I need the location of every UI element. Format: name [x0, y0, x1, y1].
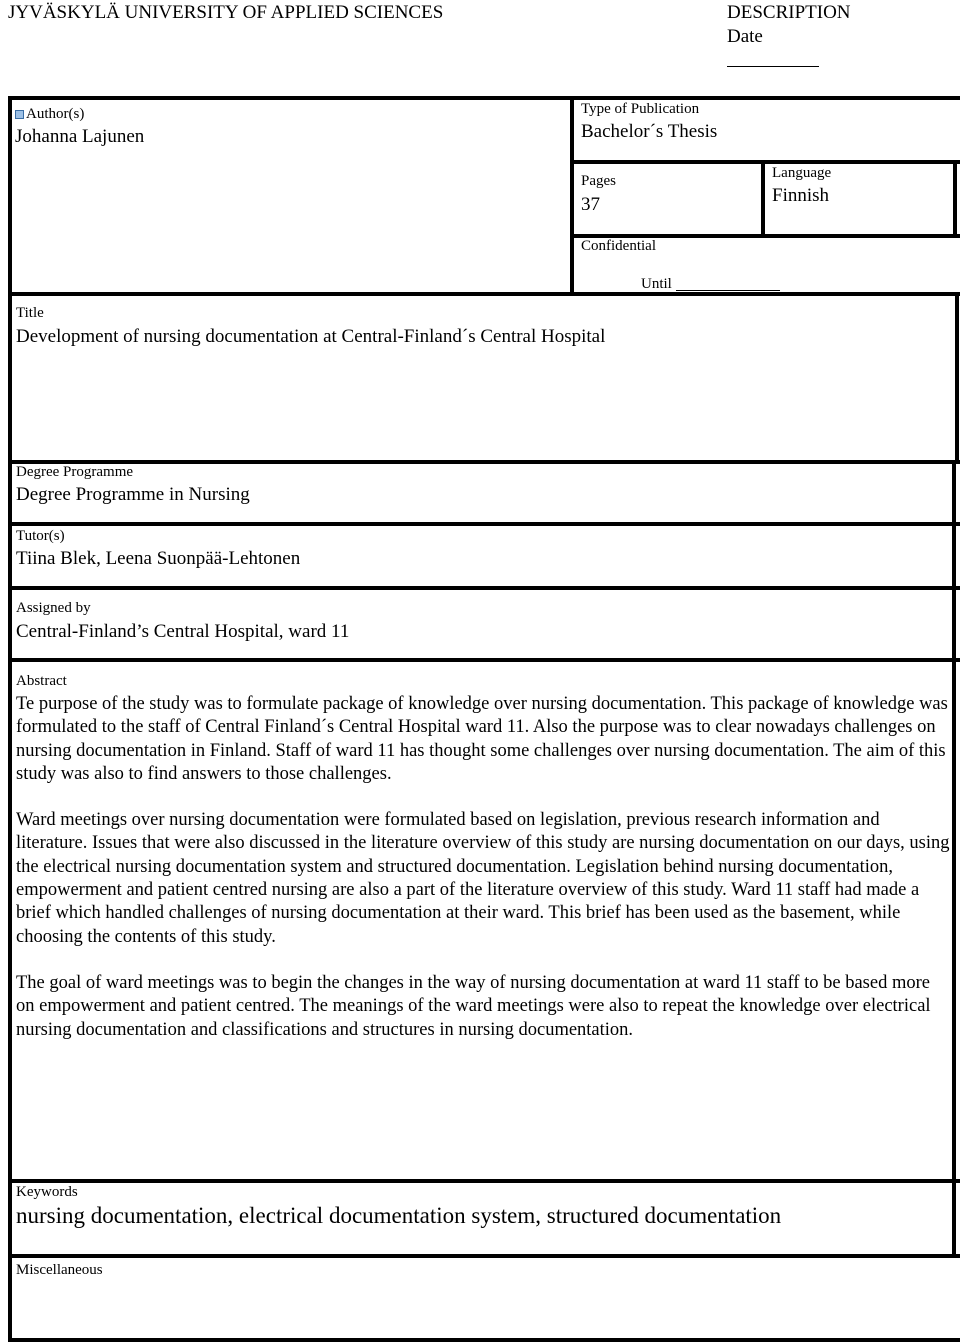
tutors-value: Tiina Blek, Leena Suonpää-Lehtonen: [16, 548, 301, 569]
miscellaneous-label: Miscellaneous: [16, 1262, 103, 1278]
date-blank-line[interactable]: [727, 66, 819, 67]
abstract-label: Abstract: [16, 673, 67, 689]
abstract-divider: [8, 1179, 960, 1183]
column-divider: [570, 160, 574, 296]
author-value: Johanna Lajunen: [15, 126, 145, 147]
title-cell: [8, 292, 960, 464]
abstract-paragraph-1: Te purpose of the study was to formulate package of knowledge over nursing documentation. This package of knowledge was formulated to the staff of Central Finland´s Central Hospital ward 11. Also the purpose was to clear nowadays challenges on nursing documentation in Finland. Staff of ward 11 has thought some challenges over nursing documentation. The aim of this study was also to find answers to those challenges.: [16, 694, 948, 784]
keywords-value: nursing documentation, electrical documentation system, structured documentation: [16, 1203, 782, 1228]
pages-label: Pages: [581, 173, 616, 189]
keywords-right-border: [952, 1181, 956, 1257]
title-value: Development of nursing documentation at Central-Finland´s Central Hospital: [16, 326, 606, 347]
abstract-paragraph-3: The goal of ward meetings was to begin the changes in the way of nursing documentation at ward 11 staff to be based more on empowerment and patient centred. The meanings of the ward meetings were also to repeat the knowledge over electrical nursing documentation and classifications and structures in nursing documentation.: [16, 972, 931, 1040]
language-label: Language: [772, 165, 832, 181]
language-value: Finnish: [772, 185, 830, 206]
publication-type-label: Type of Publication: [581, 101, 700, 117]
assigned-label: Assigned by: [16, 600, 91, 616]
institution-name: JYVÄSKYLÄ UNIVERSITY OF APPLIED SCIENCES: [8, 2, 444, 23]
until-label: Until: [641, 276, 672, 292]
degree-divider: [8, 522, 960, 526]
abstract-paragraph-2: Ward meetings over nursing documentation were formulated based on legislation, previous research information and literature. Issues that were also discussed in the literature overview of this study are nursing documentation on our days, using the electrical nursing documentation system and structured documentation. Legislation behind nursing documentation, empowerment and patient centred nursing are also a part of the literature overview of this study. Ward 11 staff had made a brief which handled challenges of nursing documentation at their ward. This brief has been used as the basement, while choosing the contents of this study.: [16, 810, 950, 947]
document-type: DESCRIPTION: [727, 2, 851, 23]
tutors-divider: [8, 586, 960, 590]
title-right-border: [955, 296, 959, 464]
publication-type-value: Bachelor´s Thesis: [581, 121, 718, 142]
author-label: Author(s): [26, 106, 85, 122]
degree-value: Degree Programme in Nursing: [16, 484, 250, 505]
title-label: Title: [16, 305, 44, 321]
degree-label: Degree Programme: [16, 464, 134, 480]
assigned-value: Central-Finland’s Central Hospital, ward 11: [16, 621, 350, 642]
keywords-label: Keywords: [16, 1184, 78, 1200]
field-marker-icon: [15, 110, 24, 119]
keywords-divider: [8, 1254, 960, 1258]
pages-value: 37: [581, 194, 600, 215]
tutors-label: Tutor(s): [16, 528, 65, 544]
confidential-label: Confidential: [581, 238, 656, 254]
until-blank-line[interactable]: [676, 290, 780, 291]
body-right-border: [952, 462, 956, 1182]
abstract-body: [16, 693, 950, 1042]
date-label: Date: [727, 26, 763, 47]
author-section: [15, 106, 144, 148]
assigned-divider: [8, 658, 960, 662]
